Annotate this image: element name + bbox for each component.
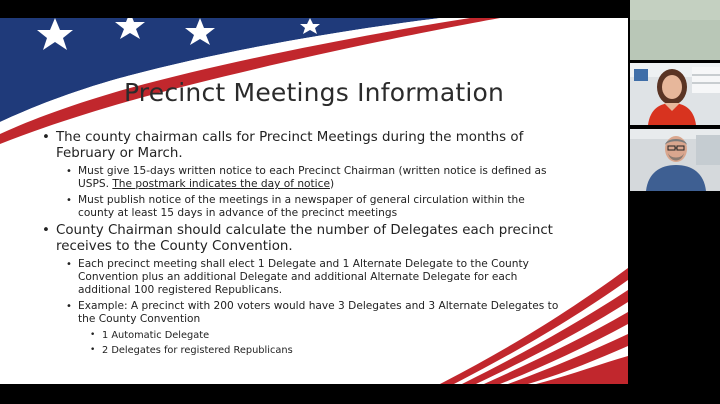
- slide-body: [42, 130, 562, 359]
- participant-tile-2[interactable]: [630, 63, 720, 125]
- sub-bullet-publish-notice: • Must publish notice of the meetings in a newspaper of general circulation within the county at least 15 days in advance of the precinct meetings: [66, 194, 562, 220]
- sub-sub-bullet-automatic: • 1 Automatic Delegate: [90, 329, 562, 342]
- shared-slide: [0, 18, 628, 384]
- sub-sub-bullet-registered: • 2 Delegates for registered Republicans: [90, 344, 562, 357]
- postmark-note: The postmark indicates the day of notice: [112, 178, 330, 190]
- bullet-calculate-delegates: • County Chairman should calculate the number of Delegates each precinct receives to the County Convention.: [42, 223, 562, 255]
- sub-bullet-written-notice: • Must give 15-days written notice to each Precinct Chairman (written notice is defined as USPS. The postmark indicates the day of notice): [66, 165, 562, 191]
- slide-title: Precinct Meetings Information: [123, 78, 505, 107]
- sub-bullet-example: • Example: A precinct with 200 voters would have 3 Delegates and 3 Alternate Delegates to the County Convention: [66, 300, 562, 326]
- participants-panel: [628, 0, 720, 404]
- participant-tile-3[interactable]: [630, 129, 720, 191]
- video-feed-woman: [630, 63, 720, 125]
- participant-tile-1[interactable]: [630, 0, 720, 60]
- bullet-precinct-meetings: • The county chairman calls for Precinct Meetings during the months of February or March.: [42, 130, 562, 162]
- video-feed-blank: [630, 0, 720, 60]
- sub-bullet-elect-delegate: • Each precinct meeting shall elect 1 Delegate and 1 Alternate Delegate to the County Convention plus an additional Delegate and additional Alternate Delegate for each additional 100 registered Republicans.: [66, 258, 562, 297]
- video-feed-man: [630, 129, 720, 191]
